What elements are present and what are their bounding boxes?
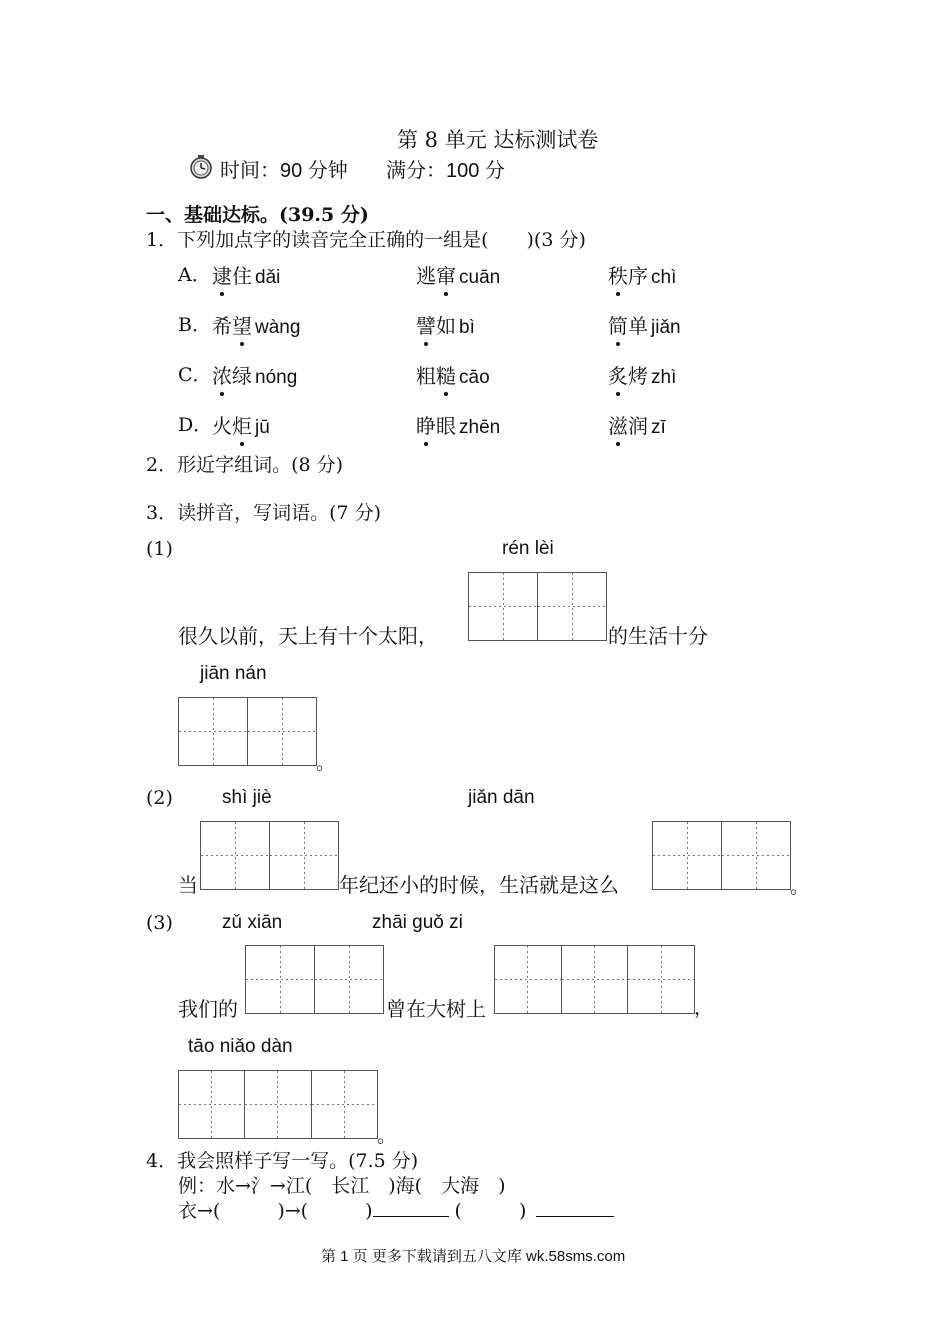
answer-blank-2[interactable] bbox=[536, 1198, 614, 1217]
option-word bbox=[608, 410, 666, 439]
option-word bbox=[212, 360, 297, 389]
word-pinyin: jiǎn bbox=[651, 317, 681, 338]
word-char: 序 bbox=[628, 264, 648, 288]
word-pinyin: nóng bbox=[255, 367, 298, 388]
answer-line-part-a: 衣→( )→( ) bbox=[178, 1200, 373, 1222]
sub-question-3-text-a: 我们的 bbox=[178, 997, 238, 1021]
dotted-char: 睁 bbox=[416, 410, 436, 439]
answer-grid-jian-nan[interactable] bbox=[178, 697, 317, 766]
word-pinyin: zhēn bbox=[459, 417, 501, 438]
option-label: C． bbox=[178, 364, 212, 386]
answer-grid-tao-niao-dan[interactable] bbox=[178, 1070, 378, 1139]
question-4-example: 例：水→氵→江( 长江 )海( 大海 ) bbox=[178, 1175, 506, 1197]
dotted-char: 譬 bbox=[416, 310, 436, 339]
answer-grid-shi-jie[interactable] bbox=[200, 821, 339, 890]
word-pinyin: chì bbox=[651, 267, 677, 288]
word-char: 住 bbox=[232, 264, 252, 288]
dotted-char: 糙 bbox=[436, 360, 456, 389]
option-label: A． bbox=[178, 264, 211, 286]
question-4-answer-line bbox=[178, 1196, 614, 1223]
word-pinyin: jū bbox=[255, 417, 270, 438]
pinyin-zhai-guo-zi: zhāi guǒ zi bbox=[372, 912, 463, 933]
option-word bbox=[212, 410, 270, 439]
word-char: 逃 bbox=[416, 264, 436, 288]
option-word bbox=[416, 260, 500, 289]
answer-line-part-b: ( ) bbox=[454, 1200, 527, 1222]
pinyin-shi-jie: shì jiè bbox=[222, 787, 272, 808]
word-char: 秩 bbox=[608, 260, 628, 289]
word-char: 火 bbox=[212, 414, 232, 438]
answer-grid-zhai-guo-zi[interactable] bbox=[494, 945, 695, 1014]
page-title: 第 8 单元 达标测试卷 bbox=[397, 128, 599, 152]
word-pinyin: zhì bbox=[651, 367, 677, 388]
sub-question-3-text-b: 曾在大树上 bbox=[386, 997, 486, 1021]
clock-icon bbox=[188, 154, 214, 184]
option-label: B． bbox=[178, 314, 211, 336]
question-2-stem: 2．形近字组词。(8 分) bbox=[146, 454, 344, 476]
option-word bbox=[416, 360, 490, 389]
pinyin-ren-lei: rén lèi bbox=[502, 538, 554, 559]
answer-grid-jian-dan[interactable] bbox=[652, 821, 791, 890]
option-word bbox=[416, 310, 475, 339]
sub-question-1-number: (1) bbox=[146, 538, 173, 560]
question-1-stem: 1．下列加点字的读音完全正确的一组是( )(3 分) bbox=[146, 229, 586, 251]
question-4-stem: 4．我会照样子写一写。(7.5 分) bbox=[146, 1150, 419, 1172]
dotted-char: 逮 bbox=[212, 260, 232, 289]
sub-question-3-comma: ， bbox=[694, 997, 714, 1019]
word-char: 绿 bbox=[232, 364, 252, 388]
dotted-char: 滋 bbox=[608, 410, 628, 439]
sub-question-2-number: (2) bbox=[146, 787, 173, 809]
word-char: 如 bbox=[436, 314, 456, 338]
word-pinyin: wàng bbox=[255, 317, 301, 338]
word-char: 单 bbox=[628, 314, 648, 338]
pinyin-zu-xian: zǔ xiān bbox=[222, 912, 283, 933]
section-heading: 一、基础达标。(39.5 分) bbox=[146, 204, 369, 226]
word-pinyin: dǎi bbox=[255, 267, 281, 288]
answer-grid-ren-lei[interactable] bbox=[468, 572, 607, 641]
word-char: 粗 bbox=[416, 364, 436, 388]
word-pinyin: bì bbox=[459, 317, 475, 338]
option-word bbox=[608, 310, 681, 339]
sub-question-3-number: (3) bbox=[146, 912, 173, 934]
sub-question-3-end: 。 bbox=[377, 1125, 397, 1147]
dotted-char: 望 bbox=[232, 310, 252, 339]
option-word bbox=[212, 310, 300, 339]
answer-blank-1[interactable] bbox=[373, 1198, 449, 1217]
sub-question-2-text-b: 年纪还小的时候，生活就是这么 bbox=[339, 873, 619, 897]
pinyin-jian-nan: jiān nán bbox=[200, 663, 267, 684]
dotted-char: 简 bbox=[608, 310, 628, 339]
pinyin-jian-dan: jiǎn dān bbox=[468, 787, 535, 808]
page-footer: 第 1 页 更多下载请到五八文库 wk.58sms.com bbox=[321, 1248, 626, 1265]
option-word bbox=[608, 260, 676, 289]
answer-grid-zu-xian[interactable] bbox=[245, 945, 384, 1014]
dotted-char: 窜 bbox=[436, 260, 456, 289]
word-pinyin: zī bbox=[651, 417, 666, 438]
sub-question-2-text-a: 当 bbox=[178, 873, 198, 897]
sub-question-1-text-b: 的生活十分 bbox=[608, 624, 708, 648]
option-word bbox=[416, 410, 500, 439]
option-word bbox=[608, 360, 676, 389]
word-char: 眼 bbox=[436, 414, 456, 438]
question-3-stem: 3．读拼音，写词语。(7 分) bbox=[146, 502, 382, 524]
pinyin-tao-niao-dan: tāo niǎo dàn bbox=[188, 1036, 293, 1057]
dotted-char: 炬 bbox=[232, 410, 252, 439]
word-char: 希 bbox=[212, 314, 232, 338]
sub-question-1-text-a: 很久以前，天上有十个太阳， bbox=[178, 624, 438, 648]
sub-question-1-end: 。 bbox=[316, 752, 336, 774]
word-char: 润 bbox=[628, 414, 648, 438]
dotted-char: 炙 bbox=[608, 360, 628, 389]
option-label: D． bbox=[178, 414, 213, 436]
word-pinyin: cāo bbox=[459, 367, 490, 388]
dotted-char: 浓 bbox=[212, 360, 232, 389]
time-limit: 时间：90 分钟 bbox=[220, 160, 348, 182]
word-char: 烤 bbox=[628, 364, 648, 388]
option-word bbox=[212, 260, 280, 289]
sub-question-2-end: 。 bbox=[790, 876, 810, 898]
full-score: 满分：100 分 bbox=[386, 160, 505, 182]
word-pinyin: cuān bbox=[459, 267, 501, 288]
